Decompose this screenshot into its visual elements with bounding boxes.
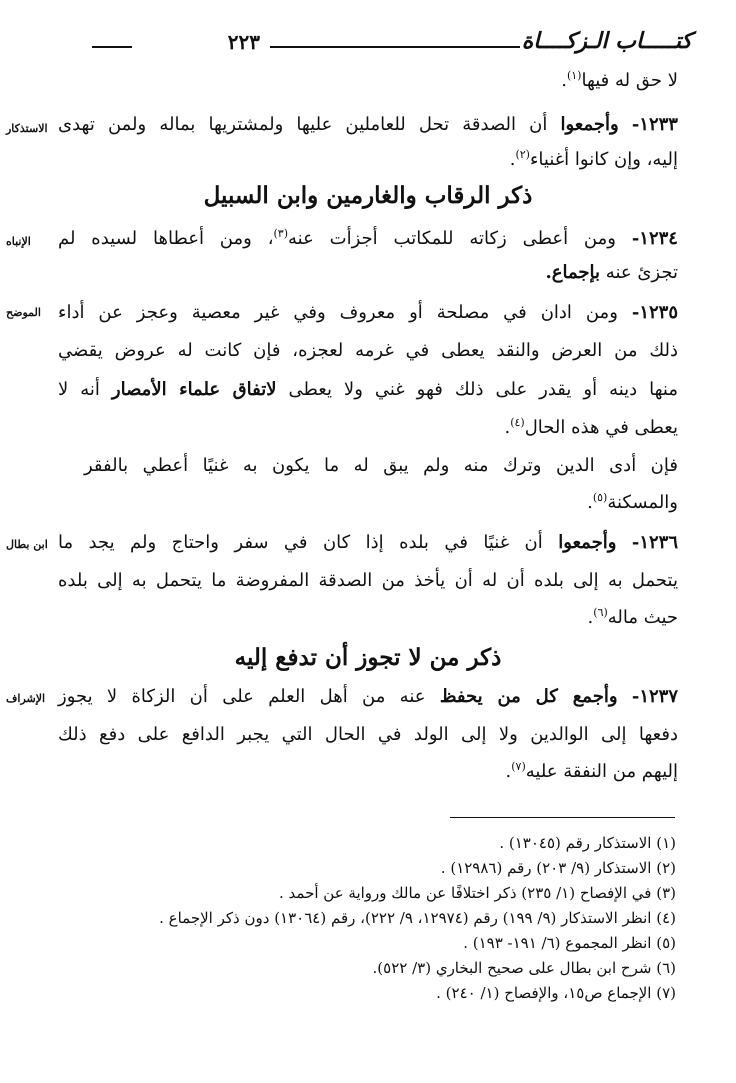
paragraph-1233-line1: [58, 110, 678, 140]
header-rule-short: [92, 46, 132, 48]
text: والمسكنة: [607, 492, 678, 513]
paragraph-1235-line1: [58, 298, 678, 328]
text: فإن أدى الدين وترك منه ولم يبق له ما يكون به غنيًا أعطي بالفقر: [84, 455, 678, 476]
text: إليه، وإن كانوا أغنياء: [529, 149, 678, 170]
footnote-ref: (٧): [511, 760, 526, 773]
footnote-separator: [450, 817, 675, 818]
entry-number: ١٢٣٧-: [631, 686, 678, 707]
margin-source: الاستذكار: [6, 122, 48, 135]
text: تجزئ عنه: [605, 262, 678, 283]
footnote-ref: (٢): [515, 148, 530, 161]
bold-text: بإجماع.: [545, 262, 601, 283]
entry-number: ١٢٣٤-: [631, 228, 678, 249]
paragraph-1236-line1: [58, 528, 678, 558]
text: ، ومن أعطاها لسيده لم: [58, 228, 274, 249]
section-heading: ذكر الرقاب والغارمين وابن السبيل: [203, 182, 533, 209]
paragraph-1235-line5: [84, 451, 678, 481]
bold-text: لاتفاق علماء الأمصار: [111, 379, 277, 400]
text: أن الصدقة تحل للعاملين عليها ولمشتريها بماله ولمن تهدى: [58, 114, 548, 135]
footnote-ref: (٣): [273, 227, 289, 240]
text: أنه لا: [58, 379, 100, 400]
paragraph-1234-line1: [58, 224, 678, 254]
text: حيث ماله: [607, 607, 678, 628]
text: ذلك من العرض والنقد يعطى في غرمه لعجزه، فإن كانت له عروض يقضي: [58, 340, 678, 361]
footnote: (١) الاستذكار رقم (١٣٠٤٥) .: [499, 834, 676, 852]
paragraph-1235-line3: [58, 375, 678, 405]
paragraph-1237-line1: [58, 682, 678, 712]
section-heading: ذكر من لا تجوز أن تدفع إليه: [234, 644, 502, 671]
paragraph-1234-line2: [58, 258, 678, 288]
bold-verb: وأجمعوا: [560, 114, 619, 135]
entry-number: ١٢٣٦-: [631, 532, 678, 553]
text: ومن ادان في مصلحة أو معروف وفي غير معصية وعجز عن أداء: [58, 302, 618, 323]
text: أن غنيًا في بلده إذا كان في سفر واحتاج ولم يجد ما: [58, 532, 543, 553]
paragraph-1235-line4: يعطى في هذه الحال$^{(٤)}$.: [504, 416, 678, 438]
text: دفعها إلى الوالدين ولا إلى الولد في الحال التي يجبر الدافع على دفع ذلك: [58, 724, 678, 745]
text: يتحمل به إلى بلده أن له أن يأخذ من الصدقة المفروضة ما يتحمل به إلى بلده: [58, 570, 678, 591]
paragraph-1236-line3: حيث ماله$^{(٦)}$.: [587, 606, 678, 628]
paragraph-1236-line2: [58, 566, 678, 596]
footnote: (٢) الاستذكار (٩/ ٢٠٣) رقم (١٢٩٨٦) .: [440, 859, 676, 877]
footnote: (٧) الإجماع ص١٥، والإفصاح (١/ ٢٤٠) .: [436, 984, 676, 1002]
bold-verb: وأجمع كل من يحفظ: [439, 686, 618, 707]
footnote-ref: (٦): [593, 606, 608, 619]
paragraph-1233-line2: إليه، وإن كانوا أغنياء$^{(٢)}$.: [509, 148, 678, 170]
header-rule: [270, 46, 520, 48]
paragraph-1235-line6: والمسكنة$^{(٥)}$.: [587, 491, 678, 513]
text-line: لا حق له فيها$^{(١)}$.: [561, 69, 678, 91]
paragraph-1235-line2: [58, 336, 678, 366]
text: عنه من أهل العلم على أن الزكاة لا يجوز: [58, 686, 426, 707]
margin-source: الموضح: [6, 306, 41, 319]
margin-source: الإشراف: [6, 692, 46, 705]
text: ومن أعطى زكاته للمكاتب أجزأت عنه: [288, 228, 616, 249]
footnote: (٣) في الإفصاح (١/ ٢٣٥) ذكر اختلافًا عن مالك ورواية عن أحمد .: [278, 884, 676, 902]
footnote-ref: (١): [566, 69, 582, 82]
paragraph-1237-line2: [58, 720, 678, 750]
margin-source: الإنباه: [6, 235, 31, 248]
footnote: (٦) شرح ابن بطال على صحيح البخاري (٣/ ٥٢٢).: [372, 959, 676, 977]
text: يعطى في هذه الحال: [524, 417, 678, 438]
text: إليهم من النفقة عليه: [525, 761, 678, 782]
bold-verb: وأجمعوا: [558, 532, 617, 553]
page-number: ٢٢٣: [227, 30, 260, 54]
text: لا حق له فيها: [581, 70, 678, 91]
footnote: (٤) انظر الاستذكار (٩/ ١٩٩) رقم (١٢٩٧٤، ٩/ ٢٢٢)، رقم (١٣٠٦٤) دون ذكر الإجماع .: [159, 909, 676, 927]
paragraph-1237-line3: إليهم من النفقة عليه$^{(٧)}$.: [505, 760, 678, 782]
footnote-ref: (٤): [510, 416, 525, 429]
entry-number: ١٢٣٣-: [631, 114, 678, 135]
text: منها دينه أو يقدر على ذلك فهو غني ولا يعطى: [288, 379, 678, 400]
margin-source: ابن بطال: [6, 538, 48, 551]
entry-number: ١٢٣٥-: [631, 302, 678, 323]
page-header: [92, 28, 692, 64]
book-title: كتـــــاب الـزكــــاة: [521, 28, 692, 54]
footnote-ref: (٥): [592, 491, 608, 504]
footnote: (٥) انظر المجموع (٦/ ١٩١- ١٩٣) .: [463, 934, 676, 952]
